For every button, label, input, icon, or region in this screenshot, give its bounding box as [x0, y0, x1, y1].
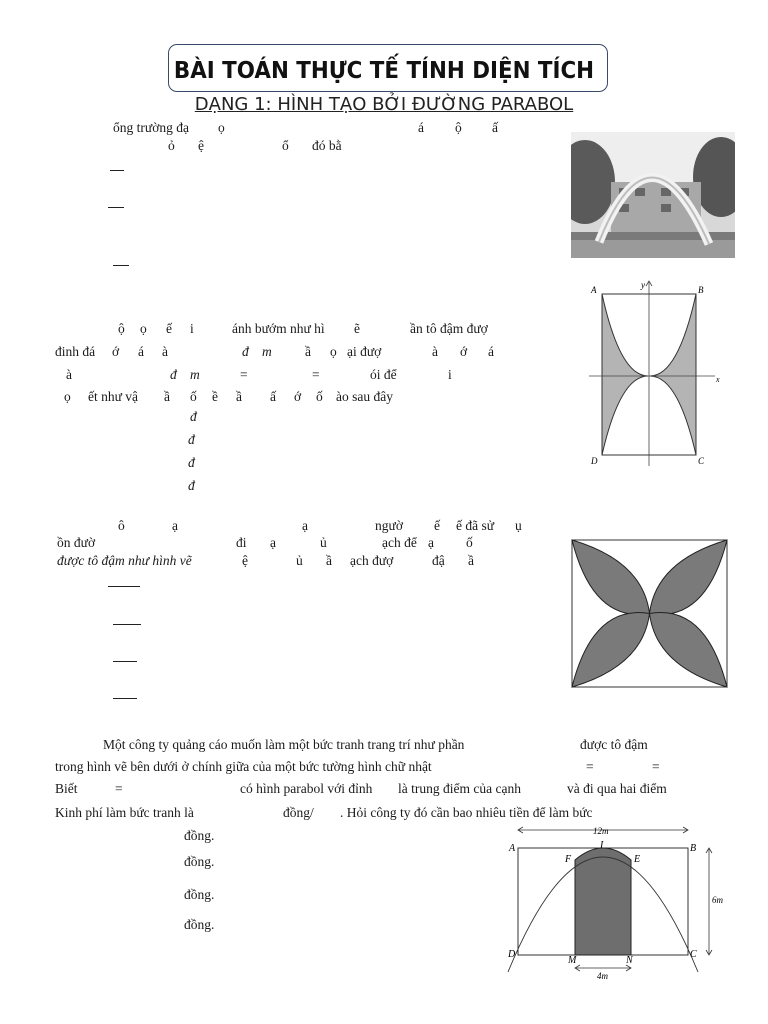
q2-text: ố — [190, 389, 197, 404]
answer-blank — [108, 207, 124, 208]
q4-text: . Hỏi công ty đó cần bao nhiêu tiền để làm bức — [340, 805, 593, 820]
q2-text: ầ — [305, 344, 311, 359]
q3-text: ạch để — [382, 535, 417, 550]
q2-text: m — [262, 344, 272, 359]
q3-text: ầ — [326, 553, 332, 568]
q1-text: ọ — [218, 120, 225, 135]
q2-text: đ — [242, 344, 249, 359]
q2-text: ần tô đậm đượ — [410, 321, 488, 336]
q2-text: ầ — [164, 389, 170, 404]
q3-text: ạ — [428, 535, 434, 550]
label-a: A — [591, 285, 597, 295]
option-a: đồng. — [184, 828, 215, 843]
q2-text: ố — [316, 389, 323, 404]
q3-text: ạ — [302, 518, 308, 533]
q2-text: = — [240, 367, 248, 382]
q2-text: ọ — [140, 321, 147, 336]
q4-text: trong hình vẽ bên dưới ở chính giữa của một bức tường hình chữ nhật — [55, 759, 432, 774]
label-i: I — [600, 840, 604, 851]
label-y: y — [641, 280, 645, 290]
option-b: đồng. — [184, 854, 215, 869]
answer-blank — [113, 661, 137, 662]
q3-text: ủ — [296, 553, 303, 568]
q3-text: ế đã sử — [456, 518, 495, 533]
label-d: D — [591, 456, 598, 466]
q2-text: ề — [212, 389, 218, 404]
q2-text: ói để — [370, 367, 397, 382]
q2-text: m — [190, 367, 200, 382]
q4-text: và đi qua hai điểm — [567, 781, 667, 796]
label-height: 6m — [712, 895, 723, 905]
label-x: x — [716, 375, 720, 384]
q4-text: = — [652, 759, 660, 774]
label-n: N — [626, 955, 633, 966]
label-b: B — [690, 843, 697, 854]
painting-figure — [500, 822, 736, 984]
q2-text: ào sau đây — [336, 389, 393, 404]
q2-text: ớ — [112, 344, 120, 359]
option-a: đ — [190, 409, 197, 424]
q2-text: ớ — [294, 389, 302, 404]
answer-blank — [110, 170, 124, 171]
label-c: C — [698, 456, 705, 466]
petal-figure — [571, 539, 728, 688]
q1-text: ổ — [282, 138, 289, 153]
option-c: đồng. — [184, 887, 215, 902]
q2-text: ết như vậ — [88, 389, 139, 404]
page-title: BÀI TOÁN THỰC TẾ TÍNH DIỆN TÍCH — [173, 58, 595, 84]
q3-text: ủ — [320, 535, 327, 550]
label-c: C — [690, 949, 697, 960]
q3-text: ồn đườ — [57, 535, 96, 550]
option-c: đ — [188, 455, 195, 470]
label-f: F — [565, 854, 572, 865]
q1-text: ộ — [455, 120, 462, 135]
q3-text: ạch đượ — [350, 553, 394, 568]
q2-text: ấ — [270, 389, 276, 404]
option-d: đồng. — [184, 917, 215, 932]
q2-text: à — [162, 344, 168, 359]
q2-text: đinh đá — [55, 344, 96, 359]
q3-text: ầ — [468, 553, 474, 568]
q1-text: ấ — [492, 120, 498, 135]
q4-text: = — [586, 759, 594, 774]
q4-text: Biết — [55, 781, 78, 796]
q2-text: i — [190, 321, 194, 336]
q2-text: i — [448, 367, 452, 382]
q2-text: đ — [170, 367, 177, 382]
q3-text: ạ — [172, 518, 178, 533]
q4-text: có hình parabol với đỉnh — [240, 781, 373, 796]
q4-text: là trung điểm của cạnh — [398, 781, 521, 796]
q2-text: ế — [166, 321, 172, 336]
q2-text: ọ — [330, 344, 337, 359]
label-b: B — [698, 285, 704, 295]
arch-photo — [571, 132, 735, 258]
q1-text: á — [418, 120, 424, 135]
label-width: 12m — [593, 826, 609, 836]
answer-blank — [108, 586, 140, 587]
q1-text: ổng trường đạ — [113, 120, 189, 135]
q2-text: ẽ — [354, 321, 360, 336]
q2-text: ớ — [460, 344, 468, 359]
q2-text: à — [66, 367, 72, 382]
q3-text: ngườ — [375, 518, 403, 533]
q2-text: ộ — [118, 321, 125, 336]
answer-blank — [113, 624, 141, 625]
q3-text: được tô đậm như hình vẽ — [57, 553, 192, 568]
q4-text: được tô đậm — [580, 737, 648, 752]
q3-text: ố — [466, 535, 473, 550]
answer-blank — [113, 698, 137, 699]
q2-text: ầ — [236, 389, 242, 404]
label-e: E — [634, 854, 641, 865]
label-m: M — [568, 955, 577, 966]
q3-text: ế — [434, 518, 440, 533]
option-d: đ — [188, 478, 195, 493]
q3-text: ạ — [270, 535, 276, 550]
q2-text: á — [138, 344, 144, 359]
q2-text: = — [312, 367, 320, 382]
page-subtitle: DẠNG 1: HÌNH TẠO BỞI ĐƯỜNG PARABOL — [194, 94, 574, 115]
q1-text: ệ — [198, 138, 204, 153]
label-a: A — [509, 843, 516, 854]
q2-text: ánh bướm như hì — [232, 321, 325, 336]
q2-text: ại đượ — [347, 344, 382, 359]
q4-text: Một công ty quảng cáo muốn làm một bức tranh trang trí như phần — [103, 737, 465, 752]
q1-text: đó bằ — [312, 138, 342, 153]
q1-text: ỏ — [168, 138, 175, 153]
q3-text: ô — [118, 518, 125, 533]
option-b: đ — [188, 432, 195, 447]
q4-text: đồng/ — [283, 805, 314, 820]
q3-text: ệ — [242, 553, 248, 568]
answer-blank — [113, 265, 129, 266]
q3-text: ụ — [515, 518, 522, 533]
q4-text: = — [115, 781, 123, 796]
q3-text: đậ — [432, 553, 445, 568]
q4-text: Kinh phí làm bức tranh là — [55, 805, 194, 820]
q2-text: à — [432, 344, 438, 359]
label-base: 4m — [597, 971, 608, 981]
label-d: D — [508, 949, 516, 960]
q3-text: đi — [236, 535, 247, 550]
q2-text: á — [488, 344, 494, 359]
q2-text: ọ — [64, 389, 71, 404]
butterfly-figure — [585, 280, 735, 470]
